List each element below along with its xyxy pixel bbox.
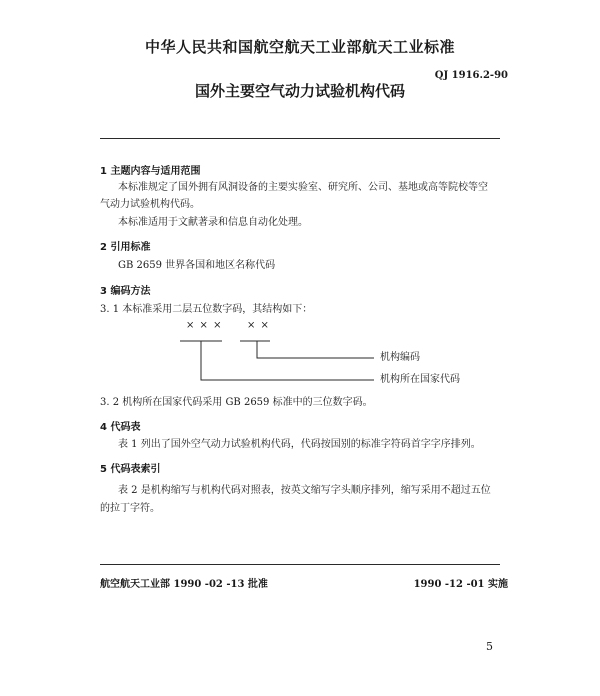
section-5-line1: 表 2 是机构缩写与机构代码对照表，按英文缩写字头顺序排列，缩写采用不超过五位 bbox=[118, 485, 491, 496]
diagram-group-three: × × × bbox=[186, 320, 223, 331]
approval-date: 航空航天工业部 1990 -02 -13 批准 bbox=[100, 579, 268, 590]
section-2-heading: 2 引用标准 bbox=[100, 242, 151, 253]
leader-country-code bbox=[201, 341, 374, 380]
section-4-text: 表 1 列出了国外空气动力试验机构代码，代码按国别的标准字符码首字字序排列。 bbox=[118, 439, 481, 450]
section-5-heading: 5 代码表索引 bbox=[100, 464, 161, 475]
clause-3-1: 3. 1 本标准采用二层五位数字码，其结构如下： bbox=[100, 304, 313, 315]
section-1-heading: 1 主题内容与适用范围 bbox=[100, 166, 201, 177]
section-1-para1-line1: 本标准规定了国外拥有风洞设备的主要实验室、研究所、公司、基地或高等院校等空 bbox=[118, 182, 488, 193]
implementation-date: 1990 -12 -01 实施 bbox=[413, 579, 508, 590]
section-2-reference: GB 2659 世界各国和地区名称代码 bbox=[118, 260, 276, 271]
section-1-para2: 本标准适用于文献著录和信息自动化处理。 bbox=[118, 217, 308, 228]
diagram-group-two: × × bbox=[247, 320, 270, 331]
clause-3-2: 3. 2 机构所在国家代码采用 GB 2659 标准中的三位数字码。 bbox=[100, 397, 373, 408]
label-country-code: 机构所在国家代码 bbox=[380, 374, 460, 385]
section-3-heading: 3 编码方法 bbox=[100, 286, 151, 297]
section-4-heading: 4 代码表 bbox=[100, 422, 141, 433]
standard-number: QJ 1916.2-90 bbox=[434, 70, 508, 81]
page-number: 5 bbox=[486, 640, 493, 653]
document-title: 国外主要空气动力试验机构代码 bbox=[194, 82, 405, 100]
label-org-code: 机构编码 bbox=[380, 352, 420, 363]
issuer-header: 中华人民共和国航空航天工业部航天工业标准 bbox=[144, 38, 455, 56]
top-rule bbox=[100, 138, 500, 139]
section-5-line2: 的拉丁字符。 bbox=[100, 503, 160, 514]
section-1-para1-line2: 气动力试验机构代码。 bbox=[100, 199, 200, 210]
bottom-rule bbox=[100, 564, 500, 565]
leader-org-code bbox=[257, 341, 374, 358]
